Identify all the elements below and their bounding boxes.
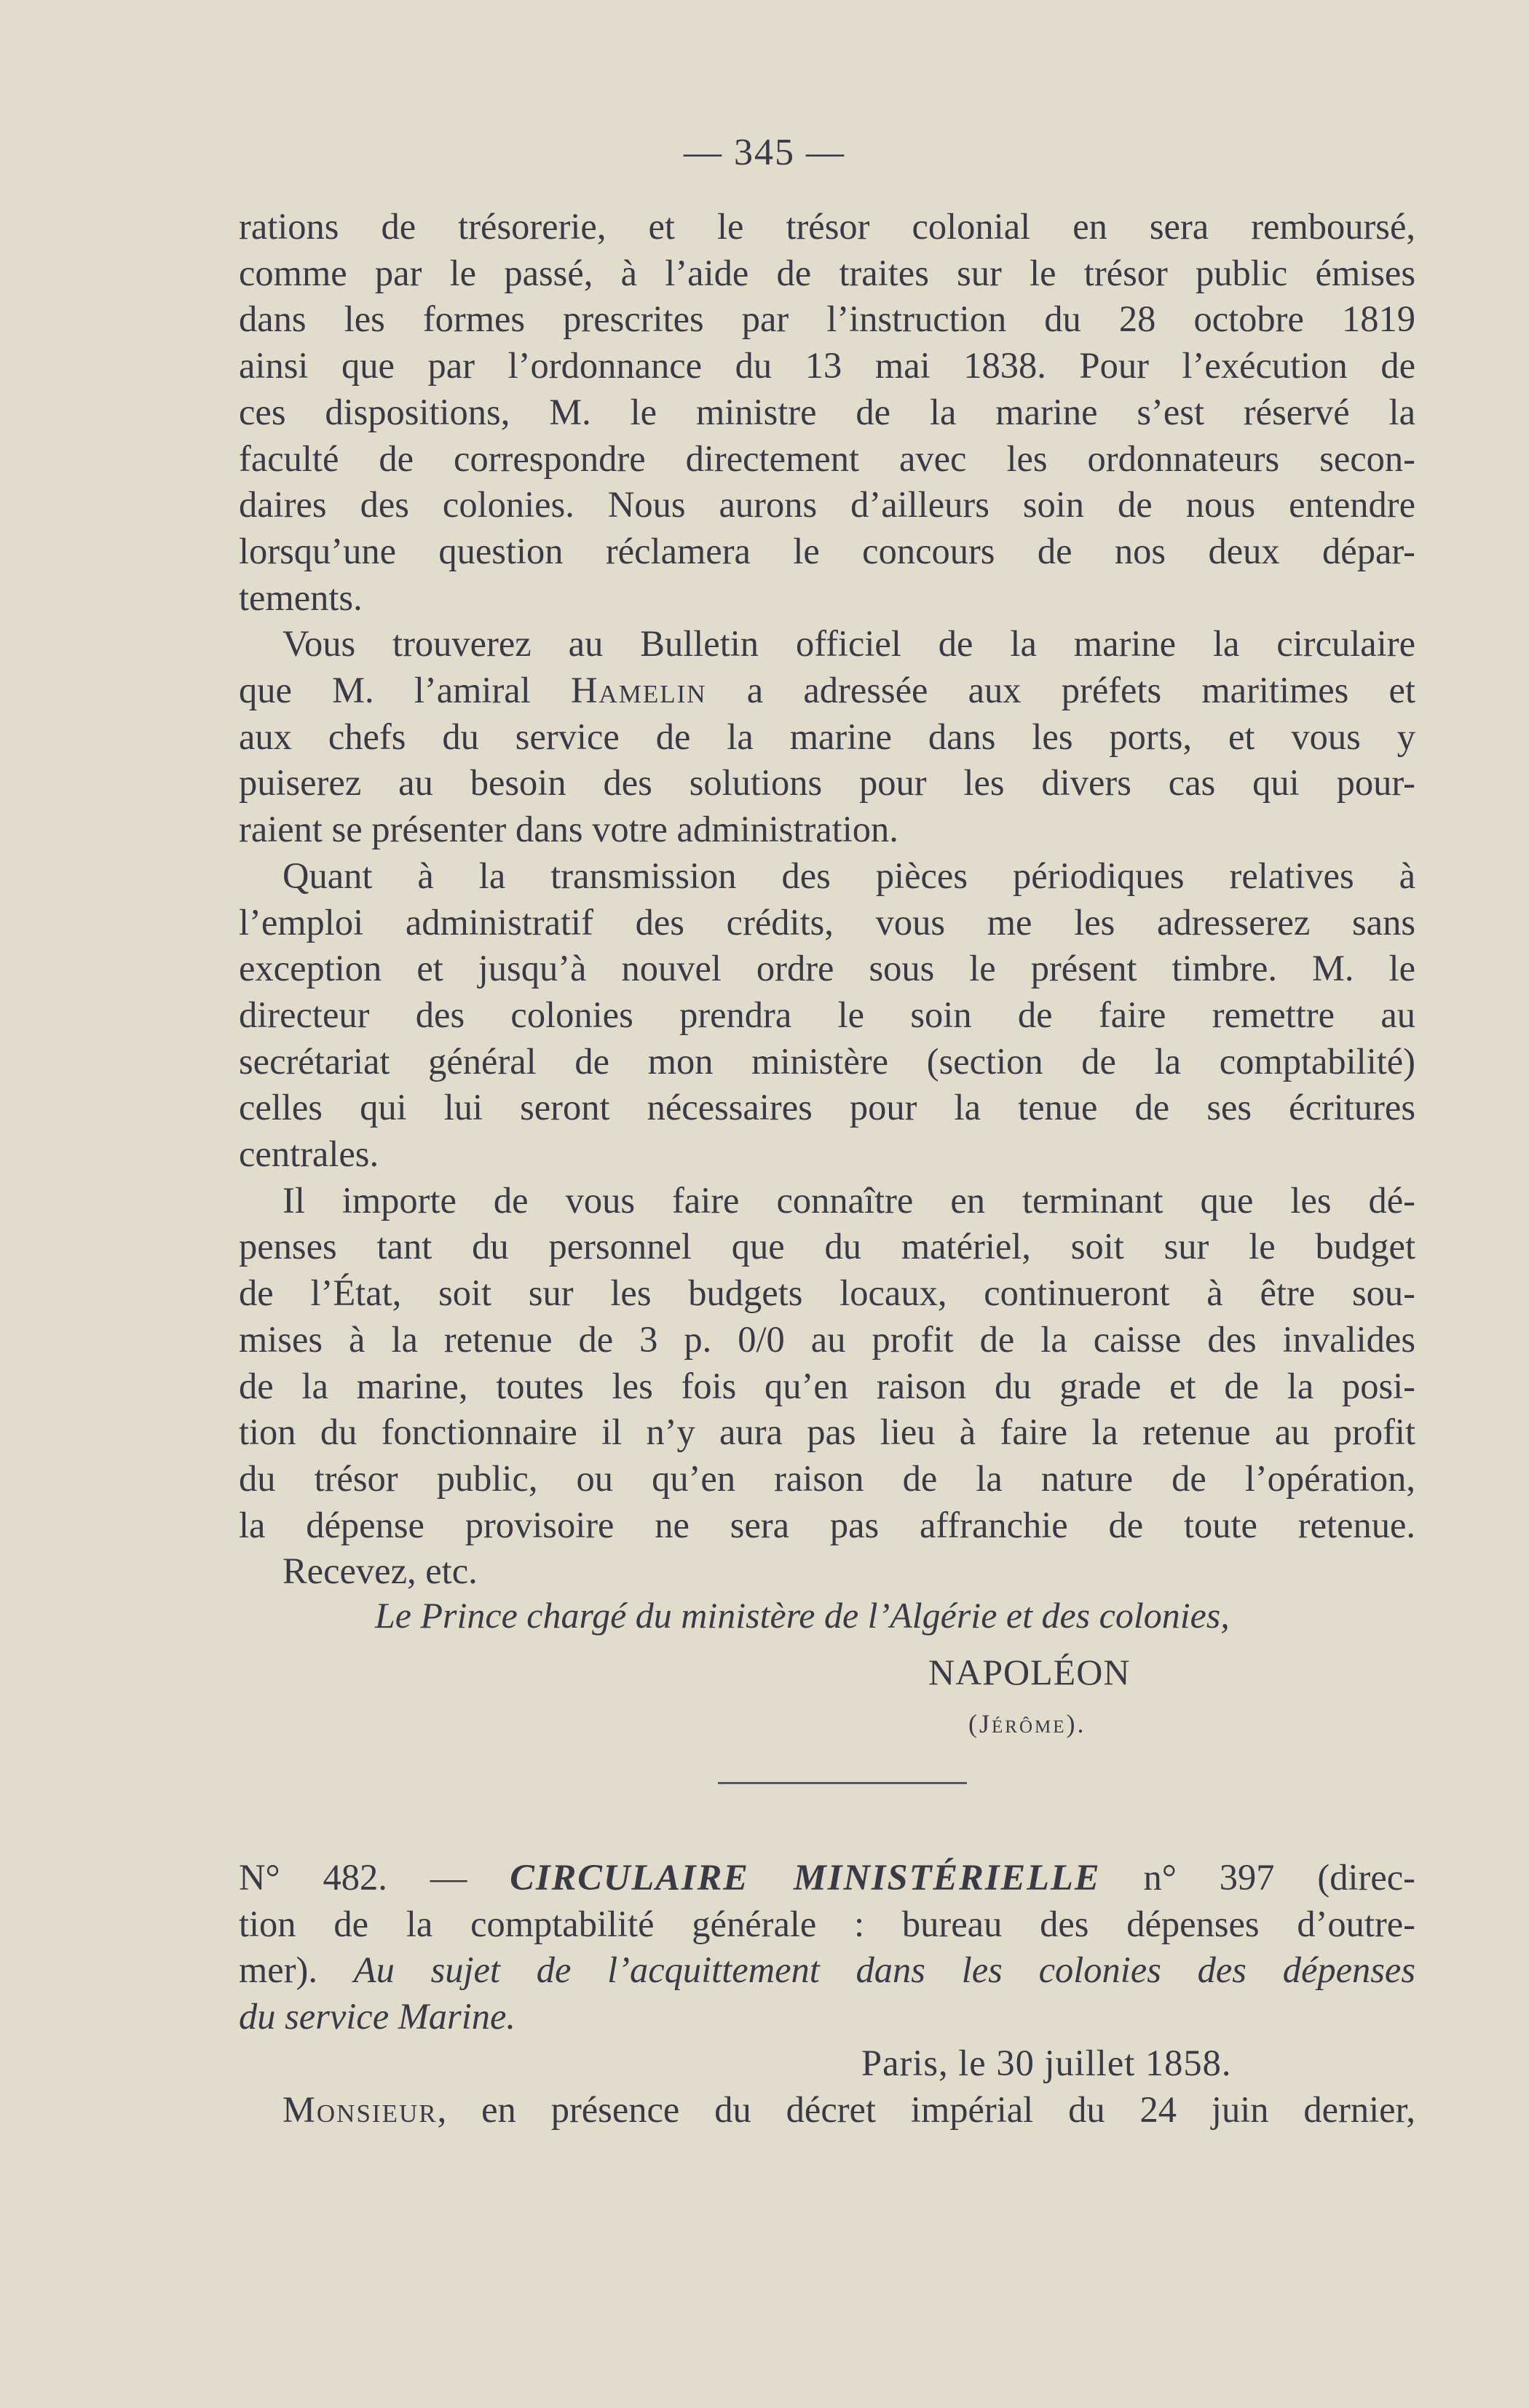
circular-number: N° 482. — <box>239 1857 510 1898</box>
page-number: — 345 — <box>684 132 845 173</box>
text-fragment: mer). <box>239 1949 354 1991</box>
text-line: ces dispositions, M. le ministre de la marine s’est réservé la <box>239 391 1415 432</box>
text-line: aux chefs du service de la marine dans les ports, et vous y <box>239 716 1415 757</box>
text-line: mises à la retenue de 3 p. 0/0 au profit de la caisse des invalides <box>239 1318 1415 1360</box>
text-line: l’emploi administratif des crédits, vous me les adresserez sans <box>239 901 1415 943</box>
text-line: penses tant du personnel que du matériel, soit sur le budget <box>239 1226 1415 1267</box>
text-line: rations de trésorerie, et le trésor colonial en sera remboursé, <box>239 206 1415 247</box>
text-line: Il importe de vous faire connaître en terminant que les dé- <box>283 1179 1415 1221</box>
text-fragment: a adressée aux préfets maritimes et <box>706 670 1415 711</box>
text-line: raient se présenter dans votre administration. <box>239 809 898 850</box>
text-fragment: que M. l’amiral <box>239 670 571 711</box>
dateline: Paris, le 30 juillet 1858. <box>861 2042 1232 2083</box>
body-text <box>239 204 1415 1595</box>
text-line: Vous trouverez au Bulletin officiel de la marine la circulaire <box>283 623 1415 665</box>
text-line: tion du fonctionnaire il n’y aura pas lieu à faire la retenue au profit <box>239 1411 1415 1453</box>
text-line: Quant à la transmission des pièces périodiques relatives à <box>283 855 1415 896</box>
salutation-line <box>239 2087 1415 2134</box>
signature-subname: (Jérôme). <box>968 1709 1086 1738</box>
text-line: Recevez, etc. <box>283 1550 478 1592</box>
text-line: tements. <box>239 577 363 618</box>
circular-section <box>239 1855 1415 2133</box>
text-line: du trésor public, ou qu’en raison de la nature de l’opération, <box>239 1457 1415 1499</box>
text-line: puiserez au besoin des solutions pour les divers cas qui pour- <box>239 762 1415 804</box>
circular-title: CIRCULAIRE MINISTÉRIELLE <box>510 1857 1101 1898</box>
text-line: exception et jusqu’à nouvel ordre sous le présent timbre. M. le <box>239 948 1415 989</box>
text-line: la dépense provisoire ne sera pas affranchie de toute retenue. <box>239 1504 1415 1545</box>
signature-title: Le Prince chargé du ministère de l’Algérie et des colonies, <box>375 1595 1230 1636</box>
text-line: daires des colonies. Nous aurons d’ailleurs soin de nous entendre <box>239 484 1415 526</box>
text-line: faculté de correspondre directement avec les ordonnateurs secon- <box>239 437 1415 479</box>
text-line: tion de la comptabilité générale : bureau des dépenses d’outre- <box>239 1903 1415 1944</box>
text-line: dans les formes prescrites par l’instruction du 28 octobre 1819 <box>239 298 1415 340</box>
text-line: de l’État, soit sur les budgets locaux, continueront à être sou- <box>239 1272 1415 1314</box>
section-divider <box>718 1782 967 1784</box>
circular-heading <box>239 1855 1415 1901</box>
person-name: Hamelin <box>570 670 707 711</box>
text-line: comme par le passé, à l’aide de traites sur le trésor public émises <box>239 252 1415 293</box>
signature-name: NAPOLÉON <box>928 1652 1131 1692</box>
text-line <box>239 1947 1415 1994</box>
text-line: lorsqu’une question réclamera le concours de nos deux dépar- <box>239 530 1415 571</box>
text-line: centrales. <box>239 1133 379 1175</box>
circular-subject-end: du service Marine. <box>239 1996 516 2037</box>
text-line: de la marine, toutes les fois qu’en raison du grade et de la posi- <box>239 1365 1415 1406</box>
circular-heading-num: n° 397 (direc- <box>1100 1857 1415 1898</box>
text-line: directeur des colonies prendra le soin de faire remettre au <box>239 994 1415 1035</box>
text-line-hamelin <box>239 668 1415 714</box>
text-line: ainsi que par l’ordonnance du 13 mai 1838. Pour l’exécution de <box>239 345 1415 387</box>
salutation: Monsieur <box>283 2088 438 2130</box>
text-line: secrétariat général de mon ministère (section de la comptabilité) <box>239 1040 1415 1082</box>
text-fragment: , en présence du décret impérial du 24 juin dernier, <box>437 2088 1415 2130</box>
text-line: celles qui lui seront nécessaires pour la tenue de ses écritures <box>239 1087 1415 1128</box>
circular-subject: Au sujet de l’acquittement dans les colonies des dépenses <box>353 1949 1415 1991</box>
